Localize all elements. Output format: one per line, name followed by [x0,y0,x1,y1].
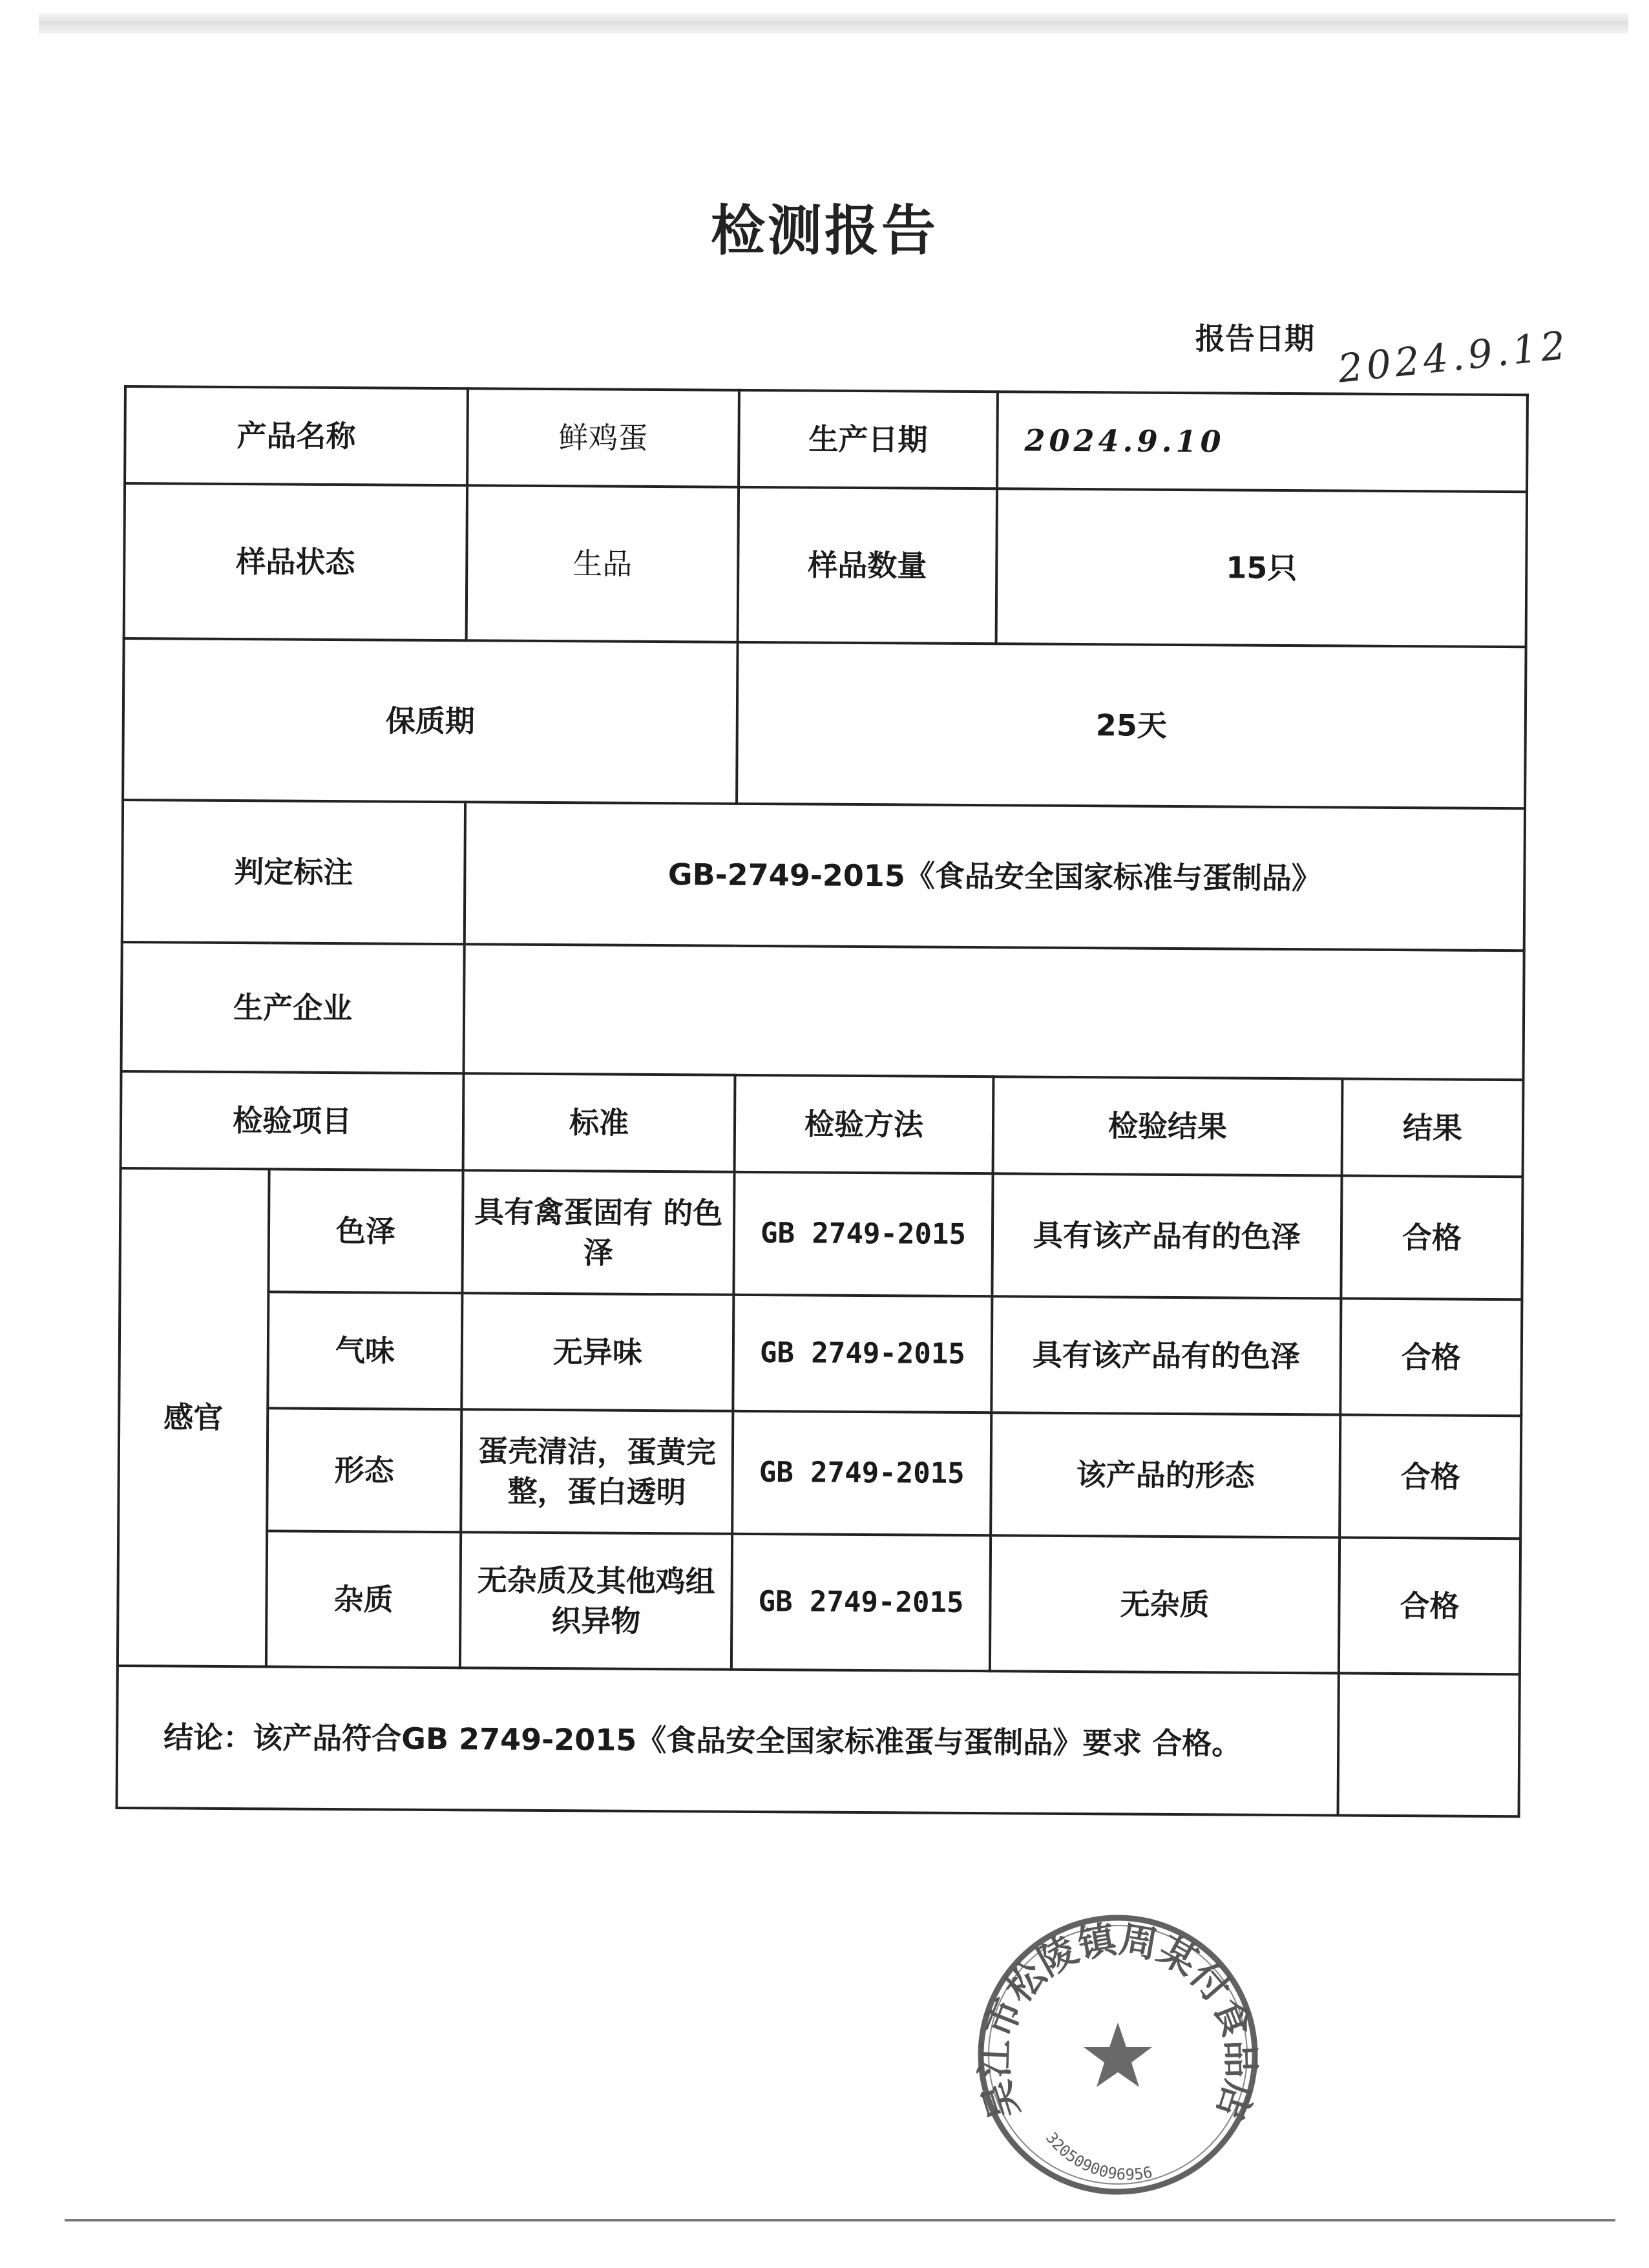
sample-qty-label: 样品数量 [738,487,997,644]
scan-artifact [39,13,1628,34]
item-verdict: 合格 [1341,1176,1522,1300]
item-name: 形态 [267,1408,461,1532]
product-name-label: 产品名称 [125,386,468,485]
header-verdict: 结果 [1342,1079,1524,1177]
scan-edge-line [65,2219,1615,2221]
table-row [118,1407,1521,1538]
item-standard: 无杂质及其他鸡组织异物 [460,1532,732,1670]
item-verdict: 合格 [1339,1415,1521,1539]
table-row [125,386,1528,492]
table-row [120,1168,1522,1299]
table-row [123,638,1526,808]
producer-label: 生产企业 [121,942,465,1073]
official-seal [969,1906,1266,2203]
conclusion-empty-cell [1338,1674,1520,1817]
report-table [116,385,1529,1818]
table-row [119,1291,1522,1416]
item-result: 该产品的形态 [991,1412,1340,1537]
seal-code: 3205090096956 [1042,2128,1154,2184]
item-result: 无杂质 [990,1535,1339,1673]
sample-state-value: 生品 [467,485,739,642]
header-result: 检验结果 [993,1076,1343,1175]
sample-qty-value: 15只 [996,488,1527,647]
table-row [118,1530,1520,1674]
production-date-label: 生产日期 [739,390,998,488]
group-sensory: 感官 [118,1168,269,1666]
item-standard: 蛋壳清洁，蛋黄完整，蛋白透明 [461,1409,733,1534]
report-date-value: 2024.9.12 [1336,322,1572,392]
item-name: 色泽 [268,1169,463,1293]
report-date-label: 报告日期 [1195,321,1314,356]
conclusion-text: 结论：该产品符合GB 2749-2015《食品安全国家标准蛋与蛋制品》要求 合格。 [117,1666,1339,1816]
item-method: GB 2749-2015 [732,1411,991,1535]
table-header-row [121,1071,1524,1177]
standard-value: GB-2749-2015《食品安全国家标准与蛋制品》 [465,802,1525,950]
item-result: 具有该产品有的色泽 [992,1173,1341,1298]
seal-star-icon [1084,2022,1152,2087]
table-row [124,483,1527,647]
item-name: 气味 [268,1292,462,1409]
header-standard: 标准 [463,1073,735,1172]
item-standard: 无异味 [461,1293,733,1411]
sample-state-label: 样品状态 [124,483,467,640]
product-name-value: 鲜鸡蛋 [467,388,739,487]
seal-text: 吴江市松陵镇周某付食品店 [972,1916,1263,2125]
table-row [117,1666,1520,1816]
item-verdict: 合格 [1340,1299,1522,1416]
production-date-value: 2024.9.10 [997,392,1528,492]
standard-label: 判定标注 [122,800,465,944]
document-title: 检测报告 [710,199,938,262]
item-method: GB 2749-2015 [731,1534,991,1671]
shelf-life-value: 25天 [737,642,1526,808]
header-method: 检验方法 [735,1075,994,1173]
table-row [121,942,1524,1080]
item-standard: 具有禽蛋固有 的色泽 [462,1170,734,1295]
header-item: 检验项目 [121,1071,464,1170]
table-row [122,800,1525,950]
item-method: GB 2749-2015 [733,1295,992,1412]
item-verdict: 合格 [1339,1538,1520,1675]
item-method: GB 2749-2015 [733,1172,993,1296]
shelf-life-label: 保质期 [123,638,738,804]
item-name: 杂质 [266,1531,461,1668]
item-result: 具有该产品有的色泽 [991,1296,1341,1414]
producer-value [464,944,1524,1080]
